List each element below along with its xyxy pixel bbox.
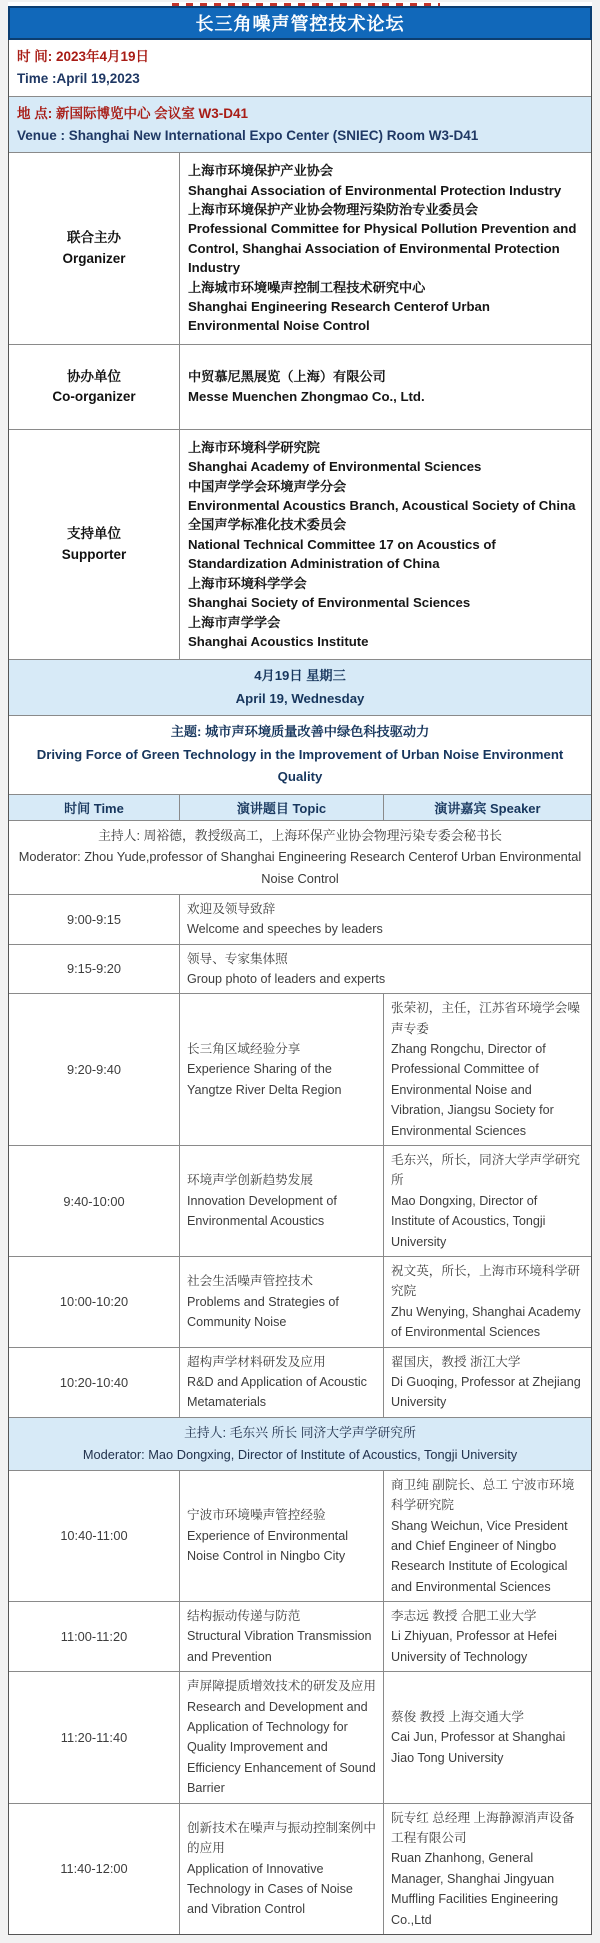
supporter-row [9,429,591,659]
column-header-speaker: 演讲嘉宾 Speaker [383,795,591,820]
session-speaker [383,1672,591,1802]
session-time: 10:00-10:20 [59,1294,129,1310]
co-organizer-names [179,345,591,429]
session-speaker [383,1257,591,1347]
topic-zh: 创新技术在噪声与振动控制案例中的应用 [187,1820,376,1856]
co-organizer-label-en: Co-organizer [52,388,136,404]
venue-label-zh: 地 点: 新国际博览中心 会议室 W3-D41 [17,106,249,121]
speaker-zh: 阮专红 总经理 上海静源消声设备工程有限公司 [391,1810,575,1845]
topic-zh: 宁波市环境噪声管控经验 [187,1508,326,1523]
theme-en: Driving Force of Green Technology in the Improvement of Urban Noise Environment Quality [36,746,564,785]
supporter-names [179,430,591,659]
session-row-0920 [9,993,591,1145]
date-zh: 4月19日 星期三 [254,668,346,684]
topic-en: R&D and Application of Acoustic Metamaterials [187,1374,367,1410]
speaker-en: Zhu Wenying, Shanghai Academy of Environmental Sciences [391,1304,581,1340]
organizer-name-line: Shanghai Association of Environmental Protection Industry [188,182,562,198]
topic-zh: 欢迎及领导致辞 [187,901,276,916]
session-topic [179,1602,383,1671]
supporter-name-line: Shanghai Acoustics Institute [188,633,369,649]
topic-en: Problems and Strategies of Community Noise [187,1294,339,1329]
session-topic [179,1672,383,1802]
topic-zh: 长三角区域经验分享 [187,1042,301,1057]
moderator2-en: Moderator: Mao Dongxing, Director of Institute of Acoustics, Tongji University [82,1446,518,1462]
organizer-label [9,153,179,344]
topic-en: Application of Innovative Technology in Cases of Noise and Vibration Control [187,1861,353,1917]
session-topic [179,1348,383,1417]
speaker-en: Mao Dongxing, Director of Institute of Acoustics, Tongji University [391,1193,546,1249]
session-time: 9:00-9:15 [66,911,122,927]
supporter-name-line: Environmental Acoustics Branch, Acoustical Society of China [188,498,576,514]
date-band [9,659,591,715]
speaker-zh: 张荣初，主任，江苏省环境学会噪声专委 [391,1001,580,1036]
supporter-name-line: National Technical Committee 17 on Acoustics of Standardization Administration of China [188,536,496,572]
co-organizer-row [9,344,591,429]
topic-en: Welcome and speeches by leaders [187,922,383,937]
venue-row [9,96,591,152]
topic-en: Group photo of leaders and experts [187,971,386,986]
speaker-zh: 李志远 教授 合肥工业大学 [391,1609,537,1624]
supporter-name-line: 上海市环境科学研究院 [188,439,320,455]
topic-zh: 环境声学创新趋势发展 [187,1173,313,1188]
supporter-label-en: Supporter [61,546,127,562]
cropped-page-edge [8,2,592,6]
date-en: April 19, Wednesday [235,690,365,706]
session-speaker [383,1804,591,1934]
venue-label-en: Venue : Shanghai New International Expo Center (SNIEC) Room W3-D41 [17,127,479,143]
session-topic [179,1146,383,1256]
session-row-1020 [9,1347,591,1417]
topic-en: Experience Sharing of the Yangtze River Delta Region [187,1062,342,1097]
session-topic [179,945,591,994]
session-topic [179,1471,383,1601]
session-row-0915 [9,944,591,994]
session-topic [179,895,591,944]
session-speaker [383,1348,591,1417]
session-time: 10:40-11:00 [60,1528,128,1544]
speaker-en: Cai Jun, Professor at Shanghai Jiao Tong University [391,1730,566,1765]
column-header-topic: 演讲题目 Topic [179,795,383,820]
session-speaker [383,1602,591,1671]
session-speaker [383,1471,591,1601]
organizer-label-zh: 联合主办 [67,230,121,246]
session-row-1000 [9,1256,591,1347]
speaker-en: Li Zhiyuan, Professor at Hefei University of Technology [391,1629,557,1664]
column-header-time: 时间 Time [64,800,124,816]
session-topic [179,1257,383,1347]
moderator-row-2 [9,1417,591,1470]
speaker-zh: 蔡俊 教授 上海交通大学 [391,1709,524,1724]
time-label-zh: 时 间: 2023年4月19日 [17,49,150,65]
speaker-zh: 祝文英，所长，上海市环境科学研究院 [391,1264,580,1299]
topic-zh: 超构声学材料研发及应用 [187,1354,326,1369]
bottom-margin [8,1935,592,1943]
speaker-en: Ruan Zhanhong, General Manager, Shanghai Jingyuan Muffling Facilities Engineering Co.,Ltd [391,1851,559,1927]
speaker-en: Di Guoqing, Professor at Zhejiang University [391,1374,581,1410]
session-row-1100 [9,1601,591,1671]
agenda-table [8,40,592,1935]
speaker-en: Zhang Rongchu, Director of Professional Committee of Environmental Noise and Vibration, Jiangsu Society for Environmental Sciences [391,1042,554,1138]
session-time: 11:40-12:00 [60,1861,128,1877]
topic-en: Research and Development and Application of Technology for Quality Improvement and Efficiency Enhancement of Sound Barrier [187,1699,376,1796]
session-time: 10:20-10:40 [59,1374,129,1390]
session-time: 9:40-10:00 [63,1193,125,1209]
supporter-name-line: 上海市声学学会 [188,614,281,630]
topic-zh: 领导、专家集体照 [187,951,288,966]
topic-zh: 声屏障提质增效技术的研发及应用 [187,1679,376,1694]
session-time: 11:00-11:20 [60,1629,128,1645]
organizer-name-line: 上海市环境保护产业协会物理污染防治专业委员会 [188,202,479,217]
moderator1-zh: 主持人: 周裕德，教授级高工，上海环保产业协会物理污染专委会秘书长 [98,827,502,843]
topic-zh: 结构振动传递与防范 [187,1609,301,1624]
session-row-1040 [9,1470,591,1601]
session-topic [179,994,383,1145]
forum-title: 长三角噪声管控技术论坛 [195,14,405,34]
session-row-0940 [9,1145,591,1256]
theme-band [9,715,591,793]
speaker-zh: 商卫纯 副院长、总工 宁波市环境科学研究院 [391,1477,575,1513]
organizer-name-line: 上海市环境保护产业协会 [188,163,334,179]
organizer-name-line: 上海城市环境噪声控制工程技术研究中心 [188,279,426,295]
topic-zh: 社会生活噪声管控技术 [187,1274,313,1289]
speaker-zh: 翟国庆，教授 浙江大学 [391,1354,521,1369]
session-time: 9:15-9:20 [66,961,122,977]
supporter-label-zh: 支持单位 [67,526,121,542]
time-row [9,40,591,96]
moderator1-en: Moderator: Zhou Yude,professor of Shanghai Engineering Research Centerof Urban Environmental Noise Control [18,849,582,886]
forum-title-bar [8,6,592,40]
moderator-row-1 [9,820,591,894]
session-row-0900 [9,894,591,944]
session-time: 9:20-9:40 [66,1062,122,1078]
supporter-name-line: Shanghai Society of Environmental Sciences [188,595,471,611]
co-organizer-name-line: 中贸慕尼黑展览（上海）有限公司 [188,369,386,385]
supporter-label [9,430,179,659]
organizer-row [9,152,591,344]
moderator2-zh: 主持人: 毛东兴 所长 同济大学声学研究所 [184,1424,416,1440]
co-organizer-name-line: Messe Muenchen Zhongmao Co., Ltd. [188,388,425,404]
session-row-1140 [9,1803,591,1934]
supporter-name-line: 上海市环境科学学会 [188,575,307,591]
speaker-en: Shang Weichun, Vice President and Chief Engineer of Ningbo Research Institute of Ecological and Environmental Sciences [391,1518,568,1594]
schedule-header-row [9,794,591,820]
session-topic [179,1804,383,1934]
organizer-names [179,153,591,344]
theme-zh: 主题: 城市声环境质量改善中绿色科技驱动力 [170,724,430,740]
supporter-name-line: Shanghai Academy of Environmental Sciences [188,459,482,475]
co-organizer-label-zh: 协办单位 [67,368,121,384]
co-organizer-label [9,345,179,429]
session-time: 11:20-11:40 [60,1729,128,1745]
agenda-document [8,0,592,1943]
session-row-1120 [9,1671,591,1802]
organizer-name-line: Professional Committee for Physical Pollution Prevention and Control, Shanghai Association of Environmental Protection Industry [188,221,577,276]
session-speaker [383,1146,591,1256]
session-speaker [383,994,591,1145]
speaker-zh: 毛东兴，所长，同济大学声学研究所 [391,1153,580,1188]
supporter-name-line: 全国声学标准化技术委员会 [188,517,347,533]
topic-en: Innovation Development of Environmental Acoustics [187,1193,337,1229]
supporter-name-line: 中国声学学会环境声学分会 [188,478,347,494]
organizer-label-en: Organizer [62,250,126,266]
time-label-en: Time :April 19,2023 [17,71,140,86]
topic-en: Experience of Environmental Noise Control in Ningbo City [187,1528,349,1564]
topic-en: Structural Vibration Transmission and Prevention [187,1629,372,1664]
cropped-red-text-artifact [172,3,441,6]
organizer-name-line: Shanghai Engineering Research Centerof Urban Environmental Noise Control [188,299,490,334]
